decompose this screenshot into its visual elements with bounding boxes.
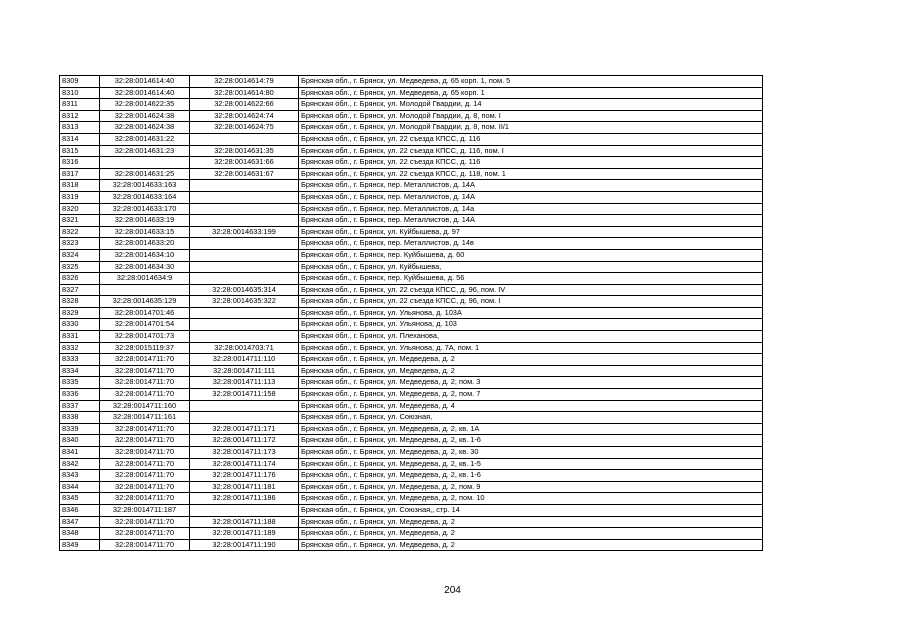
premises-cadastral-number-cell: 32:28:0014711:189 (190, 528, 299, 540)
address-cell: Брянская обл., г. Брянск, пер. Металлистов, д. 14А (299, 215, 763, 227)
premises-cadastral-number-cell: 32:28:0014614:80 (190, 87, 299, 99)
cadastral-number-cell: 32:28:0014624:38 (100, 122, 190, 134)
table-row (60, 122, 763, 134)
table-row (60, 226, 763, 238)
address-cell: Брянская обл., г. Брянск, ул. Медведева, д. 2 (299, 365, 763, 377)
row-number-cell: 8343 (60, 470, 100, 482)
premises-cadastral-number-cell (190, 412, 299, 424)
table-row (60, 133, 763, 145)
row-number-cell: 8336 (60, 389, 100, 401)
row-number-cell: 8344 (60, 481, 100, 493)
premises-cadastral-number-cell: 32:28:0014703:71 (190, 342, 299, 354)
row-number-cell: 8349 (60, 539, 100, 551)
premises-cadastral-number-cell: 32:28:0014711:158 (190, 389, 299, 401)
address-cell: Брянская обл., г. Брянск, ул. 22 съезда КПСС, д. 118, пом. 1 (299, 168, 763, 180)
table-row (60, 191, 763, 203)
cadastral-number-cell: 32:28:0014633:20 (100, 238, 190, 250)
cadastral-number-cell: 32:28:0014635:129 (100, 296, 190, 308)
premises-cadastral-number-cell: 32:28:0014711:172 (190, 435, 299, 447)
cadastral-number-cell: 32:28:0014701:73 (100, 331, 190, 343)
cadastral-number-cell: 32:28:0014711:70 (100, 365, 190, 377)
cadastral-number-cell: 32:28:0014631:22 (100, 133, 190, 145)
table-row (60, 99, 763, 111)
table-row (60, 307, 763, 319)
cadastral-number-cell: 32:28:0014701:46 (100, 307, 190, 319)
premises-cadastral-number-cell: 32:28:0014631:66 (190, 157, 299, 169)
premises-cadastral-number-cell: 32:28:0014631:67 (190, 168, 299, 180)
row-number-cell: 8321 (60, 215, 100, 227)
premises-cadastral-number-cell (190, 504, 299, 516)
row-number-cell: 8312 (60, 110, 100, 122)
premises-cadastral-number-cell: 32:28:0014622:66 (190, 99, 299, 111)
table-row (60, 76, 763, 88)
row-number-cell: 8314 (60, 133, 100, 145)
row-number-cell: 8334 (60, 365, 100, 377)
cadastral-number-cell: 32:28:0014634:10 (100, 249, 190, 261)
premises-cadastral-number-cell: 32:28:0014711:174 (190, 458, 299, 470)
table-row (60, 296, 763, 308)
premises-cadastral-number-cell: 32:28:0014711:113 (190, 377, 299, 389)
table-row (60, 504, 763, 516)
address-cell: Брянская обл., г. Брянск, ул. 22 съезда КПСС, д. 116, пом. I (299, 145, 763, 157)
table-row (60, 110, 763, 122)
property-table (59, 75, 763, 551)
premises-cadastral-number-cell (190, 261, 299, 273)
premises-cadastral-number-cell: 32:28:0014711:176 (190, 470, 299, 482)
row-number-cell: 8346 (60, 504, 100, 516)
address-cell: Брянская обл., г. Брянск, ул. Союзная, (299, 412, 763, 424)
row-number-cell: 8338 (60, 412, 100, 424)
cadastral-number-cell: 32:28:0014701:54 (100, 319, 190, 331)
premises-cadastral-number-cell: 32:28:0014711:110 (190, 354, 299, 366)
address-cell: Брянская обл., г. Брянск, ул. Медведева, д. 2, пом. 9 (299, 481, 763, 493)
cadastral-number-cell: 32:28:0014711:70 (100, 493, 190, 505)
premises-cadastral-number-cell: 32:28:0014711:181 (190, 481, 299, 493)
table-row (60, 238, 763, 250)
cadastral-number-cell: 32:28:0014633:164 (100, 191, 190, 203)
row-number-cell: 8320 (60, 203, 100, 215)
address-cell: Брянская обл., г. Брянск, ул. Куйбышева, (299, 261, 763, 273)
table-row (60, 528, 763, 540)
address-cell: Брянская обл., г. Брянск, пер. Металлистов, д. 14А (299, 180, 763, 192)
address-cell: Брянская обл., г. Брянск, ул. Медведева, д. 2, кв. 1-5 (299, 458, 763, 470)
premises-cadastral-number-cell (190, 319, 299, 331)
premises-cadastral-number-cell: 32:28:0014711:171 (190, 423, 299, 435)
address-cell: Брянская обл., г. Брянск, ул. Ульянова, д. 103 (299, 319, 763, 331)
cadastral-number-cell: 32:28:0014634:30 (100, 261, 190, 273)
cadastral-number-cell: 32:28:0014631:25 (100, 168, 190, 180)
cadastral-number-cell: 32:28:0014622:35 (100, 99, 190, 111)
table-row (60, 539, 763, 551)
address-cell: Брянская обл., г. Брянск, ул. Медведева, д. 2 (299, 539, 763, 551)
premises-cadastral-number-cell (190, 249, 299, 261)
row-number-cell: 8335 (60, 377, 100, 389)
row-number-cell: 8322 (60, 226, 100, 238)
cadastral-number-cell: 32:28:0014711:70 (100, 470, 190, 482)
cadastral-number-cell (100, 284, 190, 296)
table-row (60, 400, 763, 412)
cadastral-number-cell: 32:28:0014711:70 (100, 539, 190, 551)
address-cell: Брянская обл., г. Брянск, ул. Ульянова, д. 103А (299, 307, 763, 319)
table-row (60, 458, 763, 470)
row-number-cell: 8348 (60, 528, 100, 540)
premises-cadastral-number-cell (190, 238, 299, 250)
address-cell: Брянская обл., г. Брянск, ул. 22 съезда КПСС, д. 96, пом. I (299, 296, 763, 308)
table-row (60, 284, 763, 296)
row-number-cell: 8316 (60, 157, 100, 169)
row-number-cell: 8341 (60, 447, 100, 459)
cadastral-number-cell: 32:28:0014633:170 (100, 203, 190, 215)
address-cell: Брянская обл., г. Брянск, ул. Медведева, д. 2, пом. 10 (299, 493, 763, 505)
premises-cadastral-number-cell: 32:28:0014624:75 (190, 122, 299, 134)
address-cell: Брянская обл., г. Брянск, ул. Медведева, д. 65 корп. 1 (299, 87, 763, 99)
table-row (60, 145, 763, 157)
table-row (60, 157, 763, 169)
cadastral-number-cell: 32:28:0014711:70 (100, 458, 190, 470)
row-number-cell: 8325 (60, 261, 100, 273)
row-number-cell: 8340 (60, 435, 100, 447)
table-row (60, 365, 763, 377)
cadastral-number-cell: 32:28:0014711:70 (100, 481, 190, 493)
row-number-cell: 8332 (60, 342, 100, 354)
row-number-cell: 8347 (60, 516, 100, 528)
cadastral-number-cell: 32:28:0014711:70 (100, 423, 190, 435)
address-cell: Брянская обл., г. Брянск, ул. Медведева, д. 2, пом. 3 (299, 377, 763, 389)
premises-cadastral-number-cell: 32:28:0014624:74 (190, 110, 299, 122)
row-number-cell: 8331 (60, 331, 100, 343)
cadastral-number-cell: 32:28:0014614:40 (100, 76, 190, 88)
cadastral-number-cell: 32:28:0014633:19 (100, 215, 190, 227)
table-row (60, 180, 763, 192)
table-row (60, 261, 763, 273)
row-number-cell: 8330 (60, 319, 100, 331)
cadastral-number-cell: 32:28:0014711:160 (100, 400, 190, 412)
premises-cadastral-number-cell (190, 273, 299, 285)
premises-cadastral-number-cell (190, 307, 299, 319)
address-cell: Брянская обл., г. Брянск, ул. Медведева, д. 2, кв. 1-6 (299, 470, 763, 482)
table-row (60, 87, 763, 99)
premises-cadastral-number-cell: 32:28:0014631:35 (190, 145, 299, 157)
page-number: 204 (444, 585, 461, 596)
cadastral-number-cell: 32:28:0014711:70 (100, 354, 190, 366)
address-cell: Брянская обл., г. Брянск, ул. 22 съезда КПСС, д. 116 (299, 133, 763, 145)
table-row (60, 342, 763, 354)
address-cell: Брянская обл., г. Брянск, ул. Медведева, д. 2 (299, 354, 763, 366)
address-cell: Брянская обл., г. Брянск, ул. Медведева, д. 2, пом. 7 (299, 389, 763, 401)
row-number-cell: 8329 (60, 307, 100, 319)
address-cell: Брянская обл., г. Брянск, пер. Металлистов, д. 14в (299, 238, 763, 250)
table-row (60, 377, 763, 389)
row-number-cell: 8318 (60, 180, 100, 192)
row-number-cell: 8310 (60, 87, 100, 99)
table-row (60, 319, 763, 331)
cadastral-number-cell: 32:28:0015119:37 (100, 342, 190, 354)
row-number-cell: 8315 (60, 145, 100, 157)
row-number-cell: 8337 (60, 400, 100, 412)
table-row (60, 423, 763, 435)
premises-cadastral-number-cell: 32:28:0014711:188 (190, 516, 299, 528)
table-row (60, 447, 763, 459)
premises-cadastral-number-cell: 32:28:0014711:111 (190, 365, 299, 377)
row-number-cell: 8333 (60, 354, 100, 366)
table-row (60, 516, 763, 528)
row-number-cell: 8319 (60, 191, 100, 203)
premises-cadastral-number-cell (190, 133, 299, 145)
address-cell: Брянская обл., г. Брянск, ул. Медведева, д. 2, кв. 1А (299, 423, 763, 435)
premises-cadastral-number-cell: 32:28:0014711:186 (190, 493, 299, 505)
table-row (60, 389, 763, 401)
cadastral-number-cell: 32:28:0014711:70 (100, 516, 190, 528)
row-number-cell: 8328 (60, 296, 100, 308)
address-cell: Брянская обл., г. Брянск, ул. 22 съезда КПСС, д. 116 (299, 157, 763, 169)
cadastral-number-cell: 32:28:0014634:9 (100, 273, 190, 285)
row-number-cell: 8309 (60, 76, 100, 88)
table-row (60, 203, 763, 215)
row-number-cell: 8339 (60, 423, 100, 435)
cadastral-number-cell: 32:28:0014633:163 (100, 180, 190, 192)
table-row (60, 470, 763, 482)
address-cell: Брянская обл., г. Брянск, ул. Плеханова, (299, 331, 763, 343)
premises-cadastral-number-cell (190, 331, 299, 343)
table-row (60, 481, 763, 493)
premises-cadastral-number-cell (190, 180, 299, 192)
table-body (60, 76, 763, 551)
premises-cadastral-number-cell: 32:28:0014711:190 (190, 539, 299, 551)
premises-cadastral-number-cell: 32:28:0014633:199 (190, 226, 299, 238)
table-row (60, 354, 763, 366)
premises-cadastral-number-cell: 32:28:0014614:79 (190, 76, 299, 88)
address-cell: Брянская обл., г. Брянск, ул. Союзная,, стр. 14 (299, 504, 763, 516)
address-cell: Брянская обл., г. Брянск, пер. Металлистов, д. 14А (299, 191, 763, 203)
premises-cadastral-number-cell: 32:28:0014635:322 (190, 296, 299, 308)
table-row (60, 249, 763, 261)
cadastral-number-cell: 32:28:0014711:70 (100, 435, 190, 447)
table-row (60, 493, 763, 505)
cadastral-number-cell: 32:28:0014631:23 (100, 145, 190, 157)
cadastral-number-cell: 32:28:0014614:40 (100, 87, 190, 99)
address-cell: Брянская обл., г. Брянск, ул. Молодой Гвардии, д. 8, пом. II/1 (299, 122, 763, 134)
address-cell: Брянская обл., г. Брянск, ул. Медведева, д. 65 корп. 1, пом. 5 (299, 76, 763, 88)
row-number-cell: 8326 (60, 273, 100, 285)
row-number-cell: 8311 (60, 99, 100, 111)
premises-cadastral-number-cell: 32:28:0014711:173 (190, 447, 299, 459)
row-number-cell: 8313 (60, 122, 100, 134)
cadastral-number-cell: 32:28:0014711:70 (100, 528, 190, 540)
premises-cadastral-number-cell: 32:28:0014635:314 (190, 284, 299, 296)
address-cell: Брянская обл., г. Брянск, ул. Молодой Гвардии, д. 14 (299, 99, 763, 111)
row-number-cell: 8345 (60, 493, 100, 505)
address-cell: Брянская обл., г. Брянск, пер. Куйбышева, д. 56 (299, 273, 763, 285)
cadastral-number-cell: 32:28:0014711:70 (100, 377, 190, 389)
address-cell: Брянская обл., г. Брянск, ул. Молодой Гвардии, д. 8, пом. I (299, 110, 763, 122)
premises-cadastral-number-cell (190, 215, 299, 227)
address-cell: Брянская обл., г. Брянск, ул. Медведева, д. 4 (299, 400, 763, 412)
cadastral-number-cell: 32:28:0014711:187 (100, 504, 190, 516)
cadastral-number-cell: 32:28:0014711:70 (100, 447, 190, 459)
table-row (60, 273, 763, 285)
table-row (60, 435, 763, 447)
cadastral-number-cell: 32:28:0014711:70 (100, 389, 190, 401)
cadastral-number-cell: 32:28:0014711:161 (100, 412, 190, 424)
premises-cadastral-number-cell (190, 191, 299, 203)
address-cell: Брянская обл., г. Брянск, ул. 22 съезда КПСС, д. 96, пом. IV (299, 284, 763, 296)
row-number-cell: 8327 (60, 284, 100, 296)
cadastral-number-cell: 32:28:0014624:38 (100, 110, 190, 122)
row-number-cell: 8323 (60, 238, 100, 250)
cadastral-number-cell: 32:28:0014633:15 (100, 226, 190, 238)
address-cell: Брянская обл., г. Брянск, пер. Куйбышева, д. 60 (299, 249, 763, 261)
address-cell: Брянская обл., г. Брянск, ул. Ульянова, д. 7А, пом. 1 (299, 342, 763, 354)
table-row (60, 168, 763, 180)
address-cell: Брянская обл., г. Брянск, ул. Медведева, д. 2 (299, 516, 763, 528)
table-row (60, 412, 763, 424)
address-cell: Брянская обл., г. Брянск, ул. Куйбышева, д. 97 (299, 226, 763, 238)
address-cell: Брянская обл., г. Брянск, ул. Медведева, д. 2, кв. 1-6 (299, 435, 763, 447)
premises-cadastral-number-cell (190, 203, 299, 215)
table-row (60, 215, 763, 227)
row-number-cell: 8317 (60, 168, 100, 180)
address-cell: Брянская обл., г. Брянск, ул. Медведева, д. 2, кв. 30 (299, 447, 763, 459)
premises-cadastral-number-cell (190, 400, 299, 412)
address-cell: Брянская обл., г. Брянск, ул. Медведева, д. 2 (299, 528, 763, 540)
address-cell: Брянская обл., г. Брянск, пер. Металлистов, д. 14а (299, 203, 763, 215)
table-row (60, 331, 763, 343)
row-number-cell: 8324 (60, 249, 100, 261)
row-number-cell: 8342 (60, 458, 100, 470)
cadastral-number-cell (100, 157, 190, 169)
